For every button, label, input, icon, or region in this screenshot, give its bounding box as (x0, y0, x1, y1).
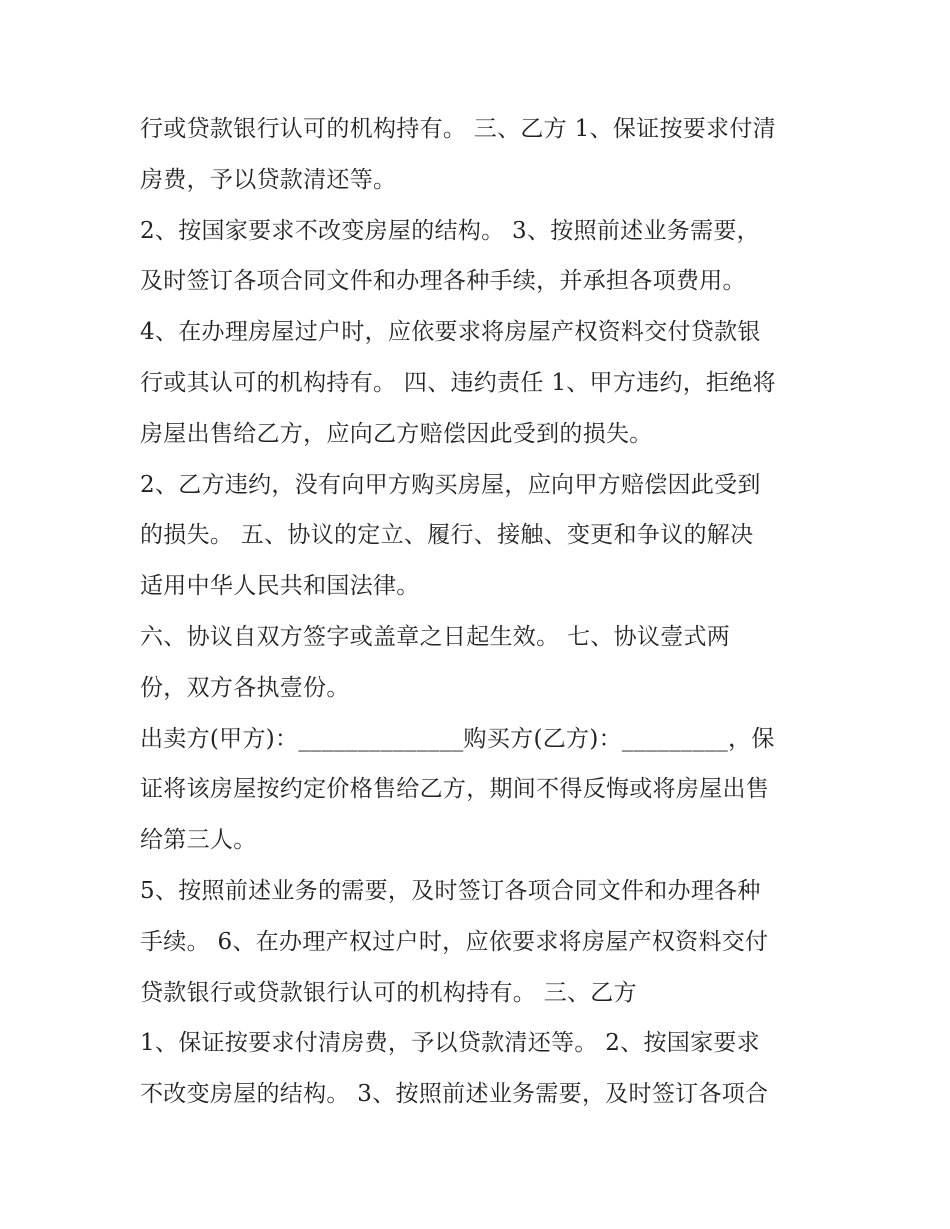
signature-line: 出卖方(甲方)：______________购买方(乙方)：_________，保 (140, 725, 775, 752)
text-line: 不改变房屋的结构。 3、按照前述业务需要，及时签订各项合 (140, 1081, 769, 1108)
text-line: 适用中华人民共和国法律。 (140, 573, 420, 600)
text-line: 六、协议自双方签字或盖章之日起生效。 七、协议壹式两 (140, 623, 731, 650)
text-line: 贷款银行或贷款银行认可的机构持有。 三、乙方 (140, 979, 637, 1006)
text-line: 行或贷款银行认可的机构持有。 三、乙方 1、保证按要求付清 (140, 116, 776, 142)
text-line: 行或其认可的机构持有。 四、违约责任 1、甲方违约，拒绝将 (140, 369, 776, 396)
document-body (140, 104, 820, 1120)
text-line: 及时签订各项合同文件和办理各种手续，并承担各项费用。 (140, 268, 746, 295)
text-line: 份，双方各执壹份。 (140, 674, 350, 701)
text-line: 房费，予以贷款清还等。 (140, 166, 397, 193)
text-line: 的损失。 五、协议的定立、履行、接触、变更和争议的解决 (140, 522, 754, 549)
text-line: 房屋出售给乙方，应向乙方赔偿因此受到的损失。 (140, 420, 653, 447)
text-line: 2、乙方违约，没有向甲方购买房屋，应向甲方赔偿因此受到 (140, 471, 761, 498)
text-line: 1、保证按要求付清房费，予以贷款清还等。 2、按国家要求 (140, 1030, 760, 1057)
text-line: 4、在办理房屋过户时，应依要求将房屋产权资料交付贷款银 (140, 319, 761, 346)
text-line: 2、按国家要求不改变房屋的结构。 3、按照前述业务需要， (140, 217, 760, 244)
text-line: 5、按照前述业务的需要，及时签订各项合同文件和办理各种 (140, 877, 761, 904)
text-line: 给第三人。 (140, 827, 257, 854)
text-line: 证将该房屋按约定价格售给乙方，期间不得反悔或将房屋出售 (140, 776, 770, 803)
text-line: 手续。 6、在办理产权过户时，应依要求将房屋产权资料交付 (140, 928, 769, 955)
